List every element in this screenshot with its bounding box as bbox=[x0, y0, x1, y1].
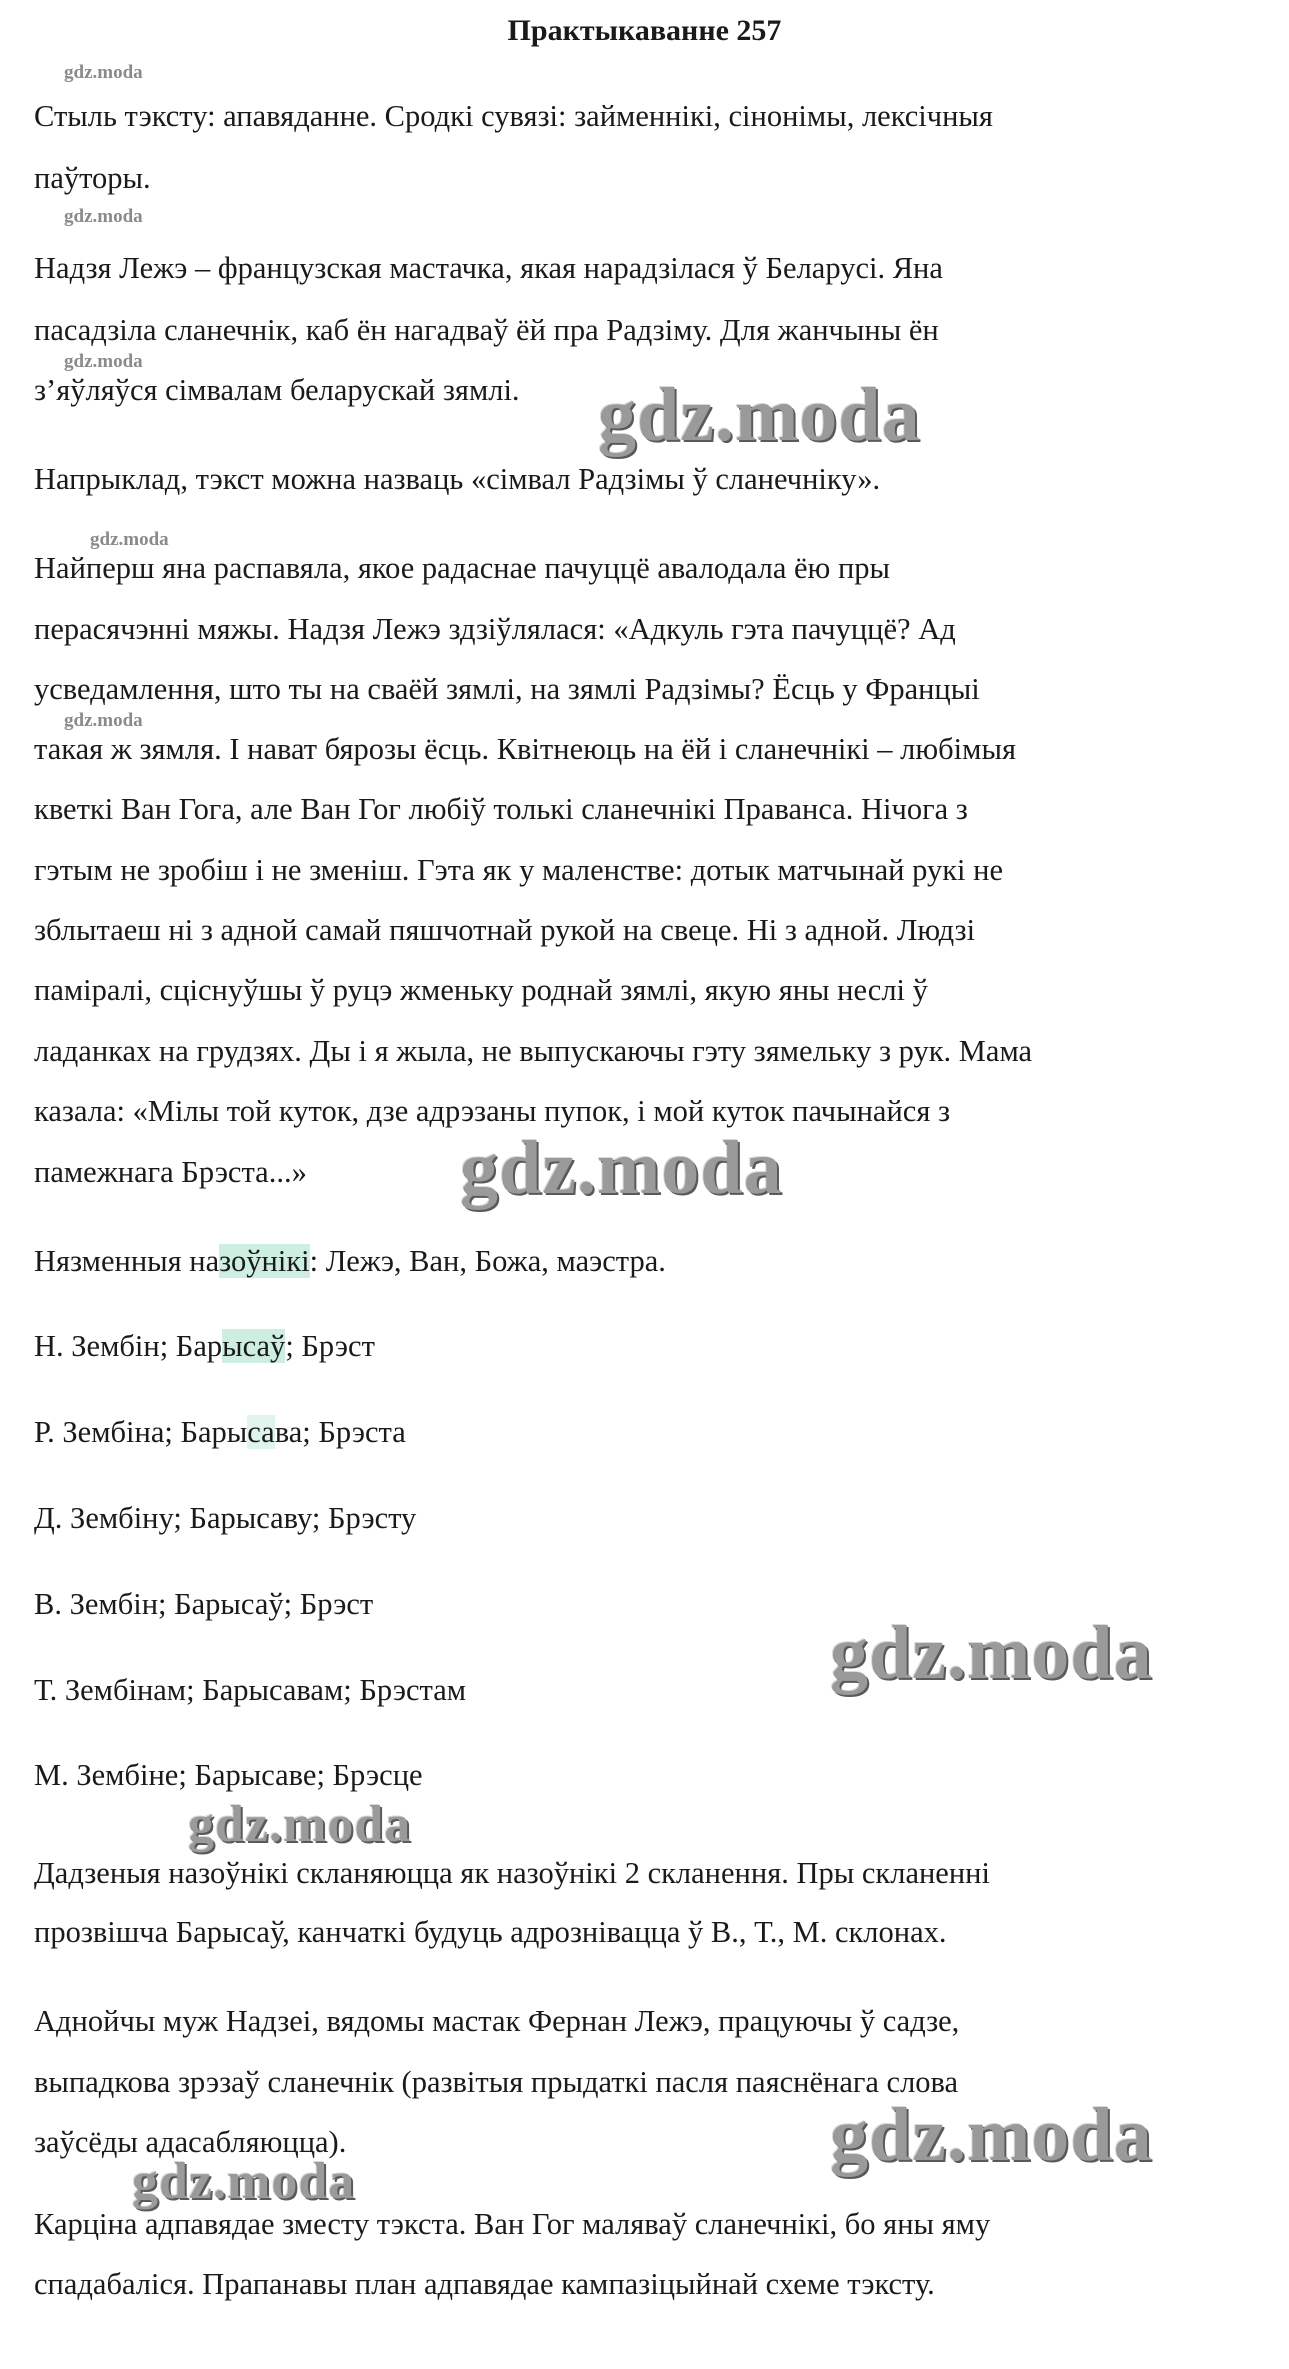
text-fragment: Нязменныя на bbox=[34, 1244, 220, 1278]
watermark-large: gdz.moda bbox=[598, 373, 921, 457]
text-line: Найперш яна распавяла, якое радаснае пачуццё авалодала ёю пры bbox=[34, 551, 891, 585]
text-fragment: Р. Зембіна; Бары bbox=[34, 1415, 248, 1449]
watermark-small: gdz.moda bbox=[64, 710, 143, 731]
highlighted-text: зоўнікі bbox=[219, 1244, 310, 1278]
text-line: Карціна адпавядае зместу тэкста. Ван Гог маляваў сланечнікі, бо яны яму bbox=[34, 2207, 991, 2241]
watermark-large: gdz.moda bbox=[460, 1126, 783, 1210]
text-fragment: : Лежэ, Ван, Божа, маэстра. bbox=[309, 1244, 666, 1278]
text-line bbox=[34, 1331, 375, 1362]
text-line: паўторы. bbox=[34, 161, 151, 195]
text-line: перасячэнні мяжы. Надзя Лежэ здзіўлялася: «Адкуль гэта пачуццё? Ад bbox=[34, 612, 956, 646]
text-line: памежнага Брэста...» bbox=[34, 1155, 307, 1189]
text-line bbox=[34, 1246, 666, 1277]
text-line: з’яўляўся сімвалам беларускай зямлі. bbox=[34, 373, 520, 407]
text-line: кветкі Ван Гога, але Ван Гог любіў толькі сланечнікі Праванса. Нічога з bbox=[34, 792, 968, 826]
text-line: прозвішча Барысаў, канчаткі будуць адрозніваццa ў В., Т., М. склонах. bbox=[34, 1915, 947, 1949]
text-line: Надзя Лежэ – французская мастачка, якая нарадзілася ў Беларусі. Яна bbox=[34, 251, 943, 285]
text-fragment: ; Брэст bbox=[285, 1329, 375, 1363]
text-line: Т. Зембінам; Барысавам; Брэстам bbox=[34, 1673, 467, 1707]
text-line: Д. Зембіну; Барысаву; Брэсту bbox=[34, 1501, 417, 1535]
text-line bbox=[34, 1417, 406, 1448]
watermark-small: gdz.moda bbox=[64, 351, 143, 372]
text-line: усведамлення, што ты на сваёй зямлі, на зямлі Радзімы? Ёсць у Францыі bbox=[34, 672, 980, 706]
watermark-large: gdz.moda bbox=[830, 2093, 1153, 2177]
text-fragment: ва; Брэста bbox=[274, 1415, 406, 1449]
watermark-large: gdz.moda bbox=[830, 1611, 1153, 1695]
text-line: Аднойчы муж Надзеі, вядомы мастак Фернан Лежэ, працуючы ў садзе, bbox=[34, 2004, 960, 2038]
watermark-large: gdz.moda bbox=[188, 1796, 412, 1853]
text-line: спадабаліся. Прапанавы план адпавядае кампазіцыйнай схеме тэксту. bbox=[34, 2267, 935, 2301]
text-line: Дадзеныя назоўнікі скланяюцца як назоўнікі 2 скланення. Пры скланенні bbox=[34, 1856, 990, 1890]
watermark-large: gdz.moda bbox=[132, 2153, 356, 2210]
text-line: зблытаеш ні з адной самай пяшчотнай рукой на свеце. Ні з адной. Людзі bbox=[34, 913, 976, 947]
text-line: такая ж зямля. І нават бярозы ёсць. Квітнеюць на ёй і сланечнікі – любімыя bbox=[34, 732, 1016, 766]
watermark-small: gdz.moda bbox=[64, 62, 143, 83]
watermark-small: gdz.moda bbox=[64, 206, 143, 227]
text-line: Напрыклад, тэкст можна назваць «сімвал Радзімы ў сланечніку». bbox=[34, 462, 881, 496]
text-line: М. Зембіне; Барысаве; Брэсце bbox=[34, 1758, 423, 1792]
highlighted-text: са bbox=[247, 1415, 275, 1449]
text-line: Стыль тэксту: апавяданне. Сродкі сувязі: займеннікі, сінонімы, лексічныя bbox=[34, 99, 993, 133]
text-fragment: Н. Зембін; Бар bbox=[34, 1329, 223, 1363]
highlighted-text: ысаў bbox=[222, 1329, 286, 1363]
text-line: пасадзіла сланечнік, каб ён нагадваў ёй пра Радзіму. Для жанчыны ён bbox=[34, 313, 939, 347]
text-line: заўсёды адасабляюцца). bbox=[34, 2125, 347, 2159]
text-line: паміралі, сціснуўшы ў руцэ жменьку роднай зямлі, якую яны неслі ў bbox=[34, 973, 928, 1007]
text-line: казала: «Мілы той куток, дзе адрэзаны пупок, і мой куток пачынайся з bbox=[34, 1094, 951, 1128]
text-line: В. Зембін; Барысаў; Брэст bbox=[34, 1587, 374, 1621]
page-title: Практыкаванне 257 bbox=[507, 14, 782, 47]
text-line: гэтым не зробіш і не зменіш. Гэта як у маленстве: дотык матчынай рукі не bbox=[34, 853, 1004, 887]
text-line: выпадкова зрэзаў сланечнік (развітыя прыдаткі пасля паяснёнага слова bbox=[34, 2065, 959, 2099]
watermark-small: gdz.moda bbox=[90, 529, 169, 550]
text-line: ладанках на грудзях. Ды і я жыла, не выпускаючы гэту зямельку з рук. Мама bbox=[34, 1034, 1033, 1068]
